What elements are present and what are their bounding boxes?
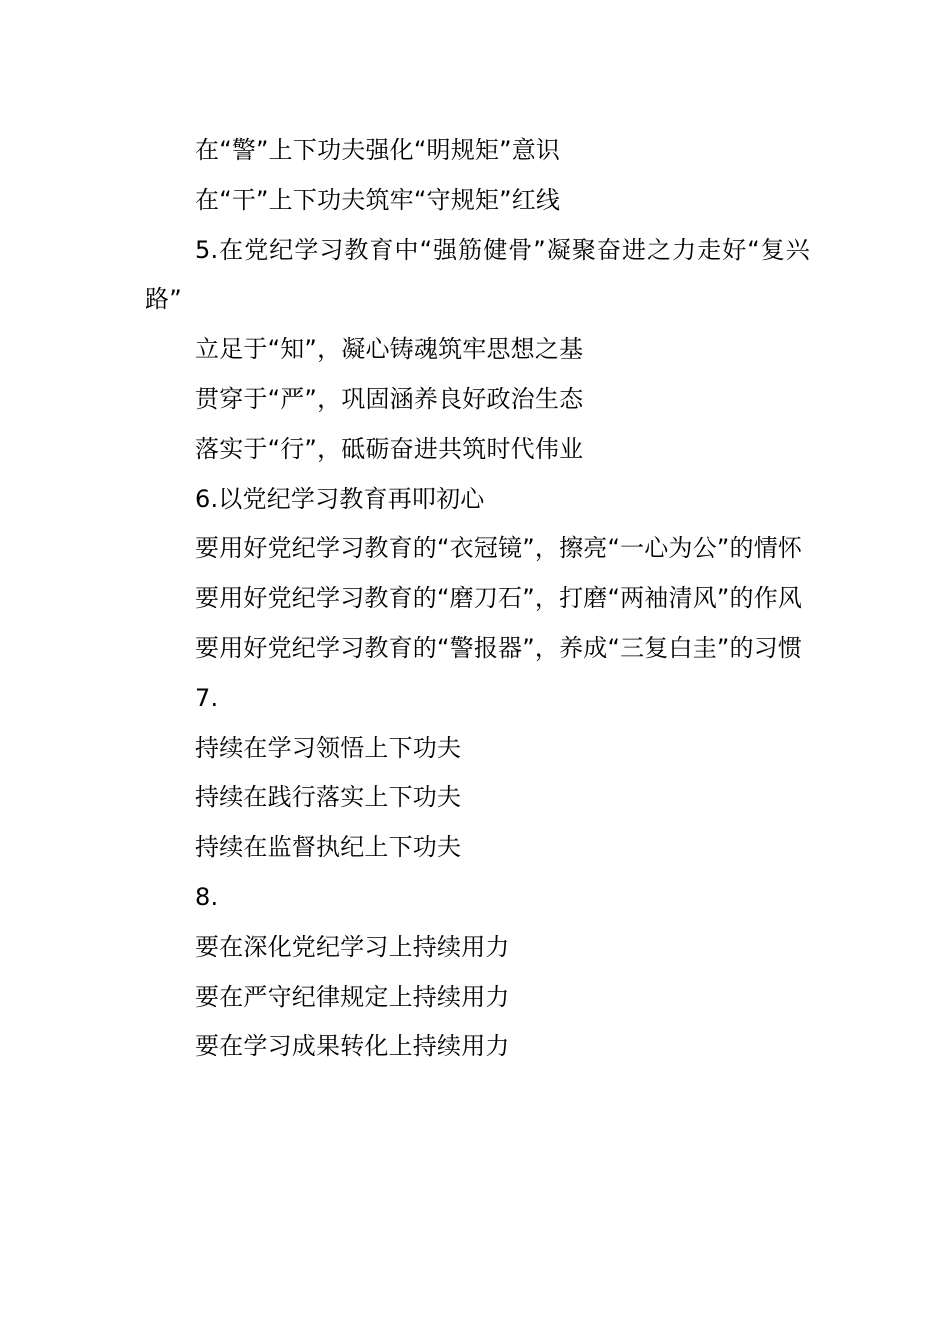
- paragraph-1: 在“警”上下功夫强化“明规矩”意识: [195, 136, 561, 164]
- paragraph-13: 持续在践行落实上下功夫: [195, 783, 462, 812]
- paragraph-3: 5.在党纪学习教育中“强筋健骨”凝聚奋进之力走好“复兴路”: [145, 235, 810, 314]
- document-body: [145, 126, 810, 1072]
- paragraph-5: 贯穿于“严”，巩固涵养良好政治生态: [195, 384, 584, 413]
- paragraph-11: 7.: [195, 683, 219, 712]
- paragraph-6: 落实于“行”，砥砺奋进共筑时代伟业: [195, 434, 584, 463]
- paragraph-18: 要在学习成果转化上持续用力: [195, 1032, 510, 1061]
- paragraph-9: 要用好党纪学习教育的“磨刀石”，打磨“两袖清风”的作风: [195, 584, 803, 613]
- paragraph-16: 要在深化党纪学习上持续用力: [195, 932, 510, 961]
- paragraph-2: 在“干”上下功夫筑牢“守规矩”红线: [195, 185, 561, 214]
- paragraph-14: 持续在监督执纪上下功夫: [195, 833, 462, 862]
- paragraph-15: 8.: [195, 882, 219, 911]
- paragraph-10: 要用好党纪学习教育的“警报器”，养成“三复白圭”的习惯: [195, 633, 803, 662]
- paragraph-7: 6.以党纪学习教育再叩初心: [195, 484, 485, 513]
- paragraph-17: 要在严守纪律规定上持续用力: [195, 982, 510, 1011]
- paragraph-8: 要用好党纪学习教育的“衣冠镜”，擦亮“一心为公”的情怀: [195, 534, 803, 563]
- paragraph-12: 持续在学习领悟上下功夫: [195, 733, 462, 762]
- paragraph-4: 立足于“知”，凝心铸魂筑牢思想之基: [195, 335, 584, 364]
